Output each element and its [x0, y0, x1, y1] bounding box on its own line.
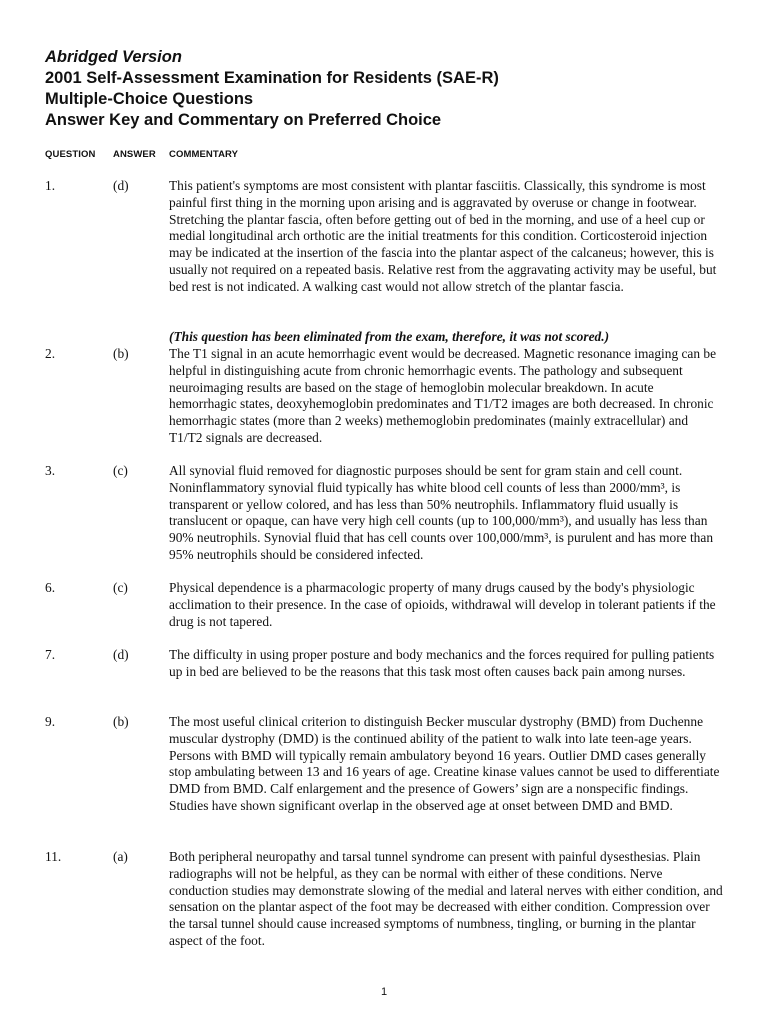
question-number: 7. [45, 647, 56, 662]
document-title: 2001 Self-Assessment Examination for Residents (SAE-R) [45, 69, 499, 87]
document-subtitle: Abridged Version [45, 48, 182, 66]
answer-choice: (d) [113, 647, 129, 662]
question-number: 6. [45, 580, 56, 595]
column-header-question: QUESTION [45, 149, 96, 160]
question-number: 9. [45, 714, 56, 729]
commentary-text: The most useful clinical criterion to distinguish Becker muscular dystrophy (BMD) from Duchenne muscular dystrophy (DMD) is the continued ability of the patient to walk into late teen-age years. Persons with BMD will typically remain ambulatory beyond 16 years. Outlier DMD cases generally stop ambulating between 13 and 16 years of age. Creatine kinase values cannot be used to differentiate DMD from BMD. Calf enlargement and the presence of Gowers’ sign are a nonspecific findings. Studies have shown significant overlap in the observed age at onset between DMD and BMD. [169, 714, 720, 813]
commentary-text: This patient's symptoms are most consistent with plantar fasciitis. Classically, this syndrome is most painful first thing in the morning upon arising and is aggravated by overuse or change in footwear. Stretching the plantar fascia, often before getting out of bed in the morning, and use of a heel cup or medial longitudinal arch orthotic are the initial treatments for this condition. Corticosteroid injection may be indicated at the insertion of the fascia into the plantar aspect of the calcaneus; however, this is usually not required on a repeated basis. Relative rest from the aggravating activity may be useful, but bed rest is not indicated. A walking cast would not allow stretch of the plantar fascia. [169, 178, 717, 294]
answer-choice: (d) [113, 178, 129, 193]
commentary-text: All synovial fluid removed for diagnostic purposes should be sent for gram stain and cell count. Noninflammatory synovial fluid typically has white blood cell counts of less than 2000/mm³, is transparent or yellow colored, and has less than 50% neutrophils. Inflammatory fluid usually is translucent or opaque, can have very high cell counts (up to 100,000/mm³), and usually has less than 90% neutrophils. Synovial fluid that has cell counts over 100,000/mm³, is purulent and has more than 95% neutrophils should be considered infected. [169, 463, 714, 562]
commentary-text: Physical dependence is a pharmacologic property of many drugs caused by the body's physiologic acclimation to their presence. In the case of opioids, withdrawal will develop in tolerant patients if the drug is not tapered. [169, 580, 716, 629]
commentary-text: The difficulty in using proper posture and body mechanics and the forces required for pulling patients up in bed are believed to be the reasons that this task most often causes back pain among nurses. [169, 647, 715, 679]
answer-choice: (a) [113, 849, 128, 864]
answer-choice: (c) [113, 580, 128, 595]
page-number: 1 [380, 986, 388, 998]
question-number: 2. [45, 346, 56, 361]
document-heading-line-4: Answer Key and Commentary on Preferred Choice [45, 111, 442, 129]
question-number: 3. [45, 463, 56, 478]
answer-choice: (c) [113, 463, 128, 478]
commentary-text: The T1 signal in an acute hemorrhagic event would be decreased. Magnetic resonance imaging can be helpful in distinguishing acute from chronic hemorrhagic events. The pathology and subsequent neuroimaging results are based on the stage of hemoglobin molecular breakdown. In acute hemorrhagic states, deoxyhemoglobin predominates and T1/T2 images are both decreased. In chronic hemorrhagic states (more than 2 weeks) methemoglobin predominates (mainly extracellular) and T1/T2 signals are decreased. [169, 346, 717, 445]
question-number: 1. [45, 178, 56, 193]
answer-choice: (b) [113, 346, 129, 361]
document-heading-line-3: Multiple-Choice Questions [45, 90, 254, 108]
eliminated-question-note: (This question has been eliminated from the exam, therefore, it was not scored.) [169, 329, 610, 344]
answer-choice: (b) [113, 714, 129, 729]
column-header-answer: ANSWER [113, 149, 156, 160]
question-number: 11. [45, 849, 62, 864]
column-header-commentary: COMMENTARY [169, 149, 239, 160]
commentary-text: Both peripheral neuropathy and tarsal tunnel syndrome can present with painful dysesthesias. Plain radiographs will not be helpful, as they can be normal with either of these conditions. Nerve conduction studies may demonstrate slowing of the medial and lateral nerves with either condition, and sensation on the plantar aspect of the foot may be decreased with either condition. Compression over the tarsal tunnel should cause increased symptoms of numbness, tingling, or burning in the plantar aspect of the foot. [169, 849, 723, 948]
